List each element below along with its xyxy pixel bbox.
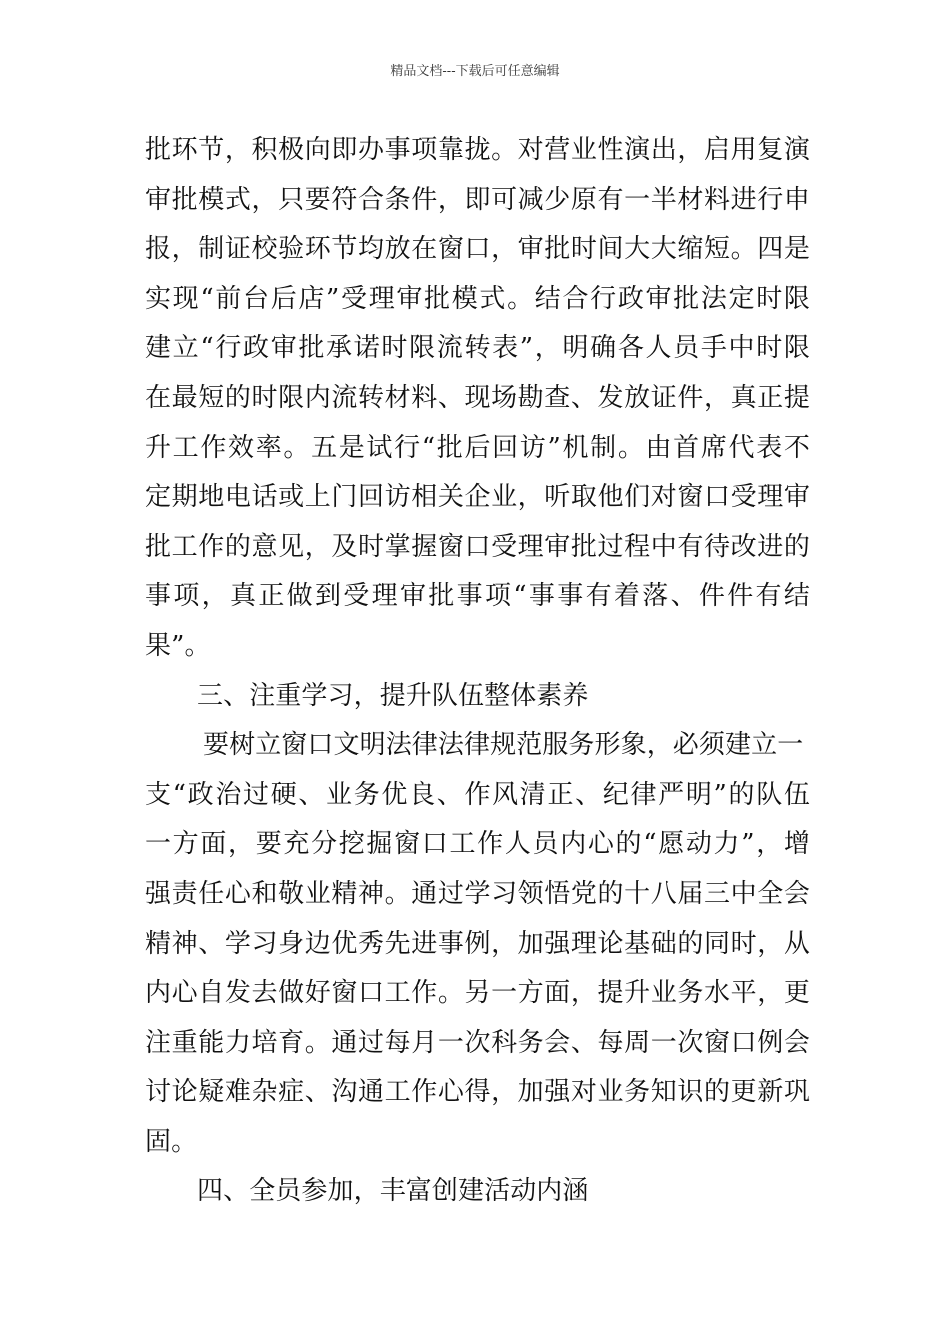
body-line: 讨论疑难杂症、沟通工作心得，加强对业务知识的更新巩	[145, 1077, 810, 1108]
body-line: 精神、学习身边优秀先进事例，加强理论基础的同时，从	[145, 928, 810, 959]
body-line: 审批模式，只要符合条件，即可减少原有一半材料进行申	[145, 184, 810, 215]
body-line: 实现“前台后店”受理审批模式。结合行政审批法定时限	[145, 283, 810, 314]
body-line: 果”。	[145, 630, 211, 661]
page-header: 精品文档---下载后可任意编辑	[390, 64, 560, 79]
body-line: 升工作效率。五是试行“批后回访”机制。由首席代表不	[145, 432, 810, 463]
document-body	[145, 126, 810, 1217]
body-line: 注重能力培育。通过每月一次科务会、每周一次窗口例会	[145, 1027, 810, 1058]
body-line: 在最短的时限内流转材料、现场勘查、发放证件，真正提	[145, 382, 810, 413]
body-line: 固。	[145, 1126, 198, 1157]
body-line: 批工作的意见，及时掌握窗口受理审批过程中有待改进的	[145, 531, 810, 562]
body-line: 批环节，积极向即办事项靠拢。对营业性演出，启用复演	[145, 135, 810, 165]
paragraph-first-line: 要树立窗口文明法律法律规范服务形象，必须建立一	[203, 730, 804, 761]
body-line: 一方面，要充分挖掘窗口工作人员内心的“愿动力”，增	[145, 829, 810, 860]
body-line: 报，制证校验环节均放在窗口，审批时间大大缩短。四是	[145, 234, 810, 265]
body-line: 定期地电话或上门回访相关企业，听取他们对窗口受理审	[145, 482, 810, 513]
section-heading: 三、注重学习，提升队伍整体素养	[197, 680, 589, 711]
section-heading: 四、全员参加，丰富创建活动内涵	[197, 1176, 589, 1207]
body-line: 支“政治过硬、业务优良、作风清正、纪律严明”的队伍	[145, 779, 810, 810]
body-line: 内心自发去做好窗口工作。另一方面，提升业务水平，更	[145, 978, 810, 1009]
body-line: 事项，真正做到受理审批事项“事事有着落、件件有结	[145, 581, 810, 612]
body-line: 强责任心和敬业精神。通过学习领悟党的十八届三中全会	[145, 878, 810, 909]
body-line: 建立“行政审批承诺时限流转表”，明确各人员手中时限	[145, 333, 810, 364]
